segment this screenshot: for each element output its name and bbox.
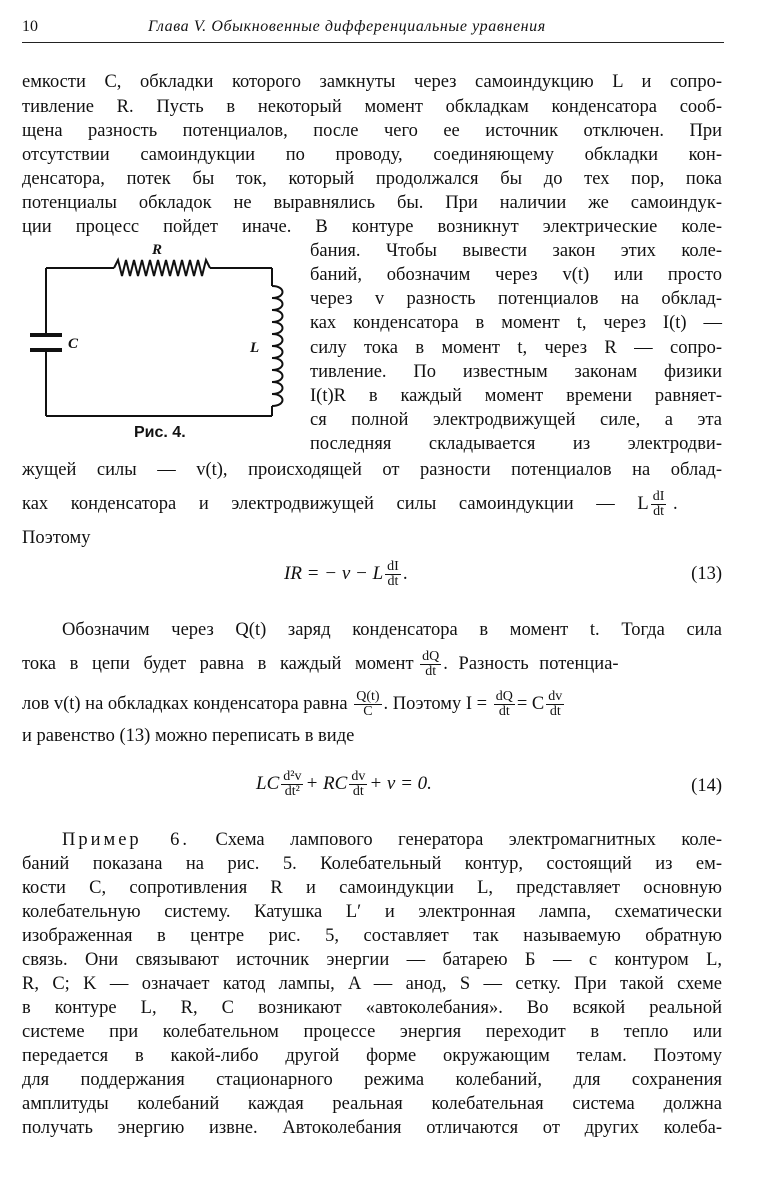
text-line: изображенная в центре рис. 5, составляет так называемую обратную: [22, 926, 722, 946]
text-segment: . Разность потенциа-: [443, 653, 619, 674]
text-line: колебательную систему. Катушка L′ и электронная лампа, схематически: [22, 902, 722, 922]
page-number: 10: [22, 18, 38, 35]
text-line: амплитуды колебаний каждая реальная колебательная система должна: [22, 1094, 722, 1114]
text-line: и равенство (13) можно переписать в виде: [22, 726, 355, 746]
text-line: силу тока в момент t, через R — сопро-: [310, 338, 722, 358]
circuit-figure: [24, 238, 304, 448]
fraction-numerator: Q(t): [356, 689, 380, 704]
fraction: [354, 690, 381, 719]
text-segment: лов v(t) на обкладках конденсатора равна: [22, 693, 348, 714]
fraction: [651, 490, 667, 519]
text-line: ции процесс пойдет иначе. В контуре возникнут электрические коле-: [22, 217, 722, 237]
text-line: последняя складывается из электродви-: [310, 434, 722, 454]
text-line: кости C, сопротивления R и самоиндукции L, представляет основную: [22, 878, 722, 898]
text-line: отсутствии самоиндукции по проводу, соединяющему обкладки кон-: [22, 145, 722, 165]
text-segment: . Поэтому I =: [383, 693, 488, 714]
text-line: получать энергию извне. Автоколебания отличаются от других колеба-: [22, 1118, 722, 1138]
fraction-denominator: dt: [653, 504, 665, 519]
equation-number: (13): [691, 564, 722, 584]
text-line: потенциалы обкладок не выравнялись бы. При наличии же самоиндук-: [22, 193, 722, 213]
equation-term: + RC: [305, 772, 348, 794]
fraction: [385, 560, 401, 589]
fraction-denominator: dt: [549, 704, 561, 719]
example-first-line: [62, 828, 722, 852]
text-line: через v разность потенциалов на обклад-: [310, 289, 722, 309]
text-line: передается в какой-либо другой форме окружающим телам. Поэтому: [22, 1046, 722, 1066]
text-segment: Схема лампового генератора электромагнитных коле-: [190, 830, 722, 850]
fraction: [281, 770, 303, 799]
text-line: тивление. По известным законам физики: [310, 362, 722, 382]
text-line: системе при колебательном процессе энергия переходит в тепло или: [22, 1022, 722, 1042]
fraction-numerator: dI: [652, 489, 665, 504]
fraction: [494, 690, 515, 719]
equation-term: + v = 0.: [369, 772, 432, 794]
text-line: Поэтому: [22, 528, 91, 548]
fraction-denominator: C: [363, 704, 373, 719]
text-line-with-fractions: [22, 690, 722, 719]
header-rule: [22, 42, 724, 43]
fraction: [420, 650, 441, 679]
equation-13: IR = − v − L $\frac{dI}{dt}$ .: [284, 559, 408, 589]
text-line: тивление R. Пусть в некоторый момент обкладкам конденсатора сооб-: [22, 97, 722, 117]
fraction-denominator: dt²: [284, 784, 300, 799]
text-line: емкости C, обкладки которого замкнуты через самоиндукцию L и сопро-: [22, 72, 722, 92]
text-line: связь. Они связывают источник энергии — батарею Б — с контуром L,: [22, 950, 722, 970]
text-line-with-fraction: [22, 650, 722, 679]
rlc-circuit-diagram: [24, 238, 304, 428]
fraction-denominator: dt: [425, 664, 437, 679]
fraction: [349, 770, 367, 799]
equation-term: LC: [256, 772, 280, 794]
fraction-numerator: dv: [548, 689, 563, 704]
text-line: в контуре L, R, C возникают «автоколебания». Во всякой реальной: [22, 998, 722, 1018]
text-line: Обозначим через Q(t) заряд конденсатора в момент t. Тогда сила: [62, 620, 722, 640]
text-line-with-fraction: ках конденсатора и электродвижущей силы самоиндукции — L $\frac{dI}{dt}$ .: [22, 489, 678, 519]
text-line: щена разность потенциалов, после чего ее источник отключен. При: [22, 121, 722, 141]
fraction-denominator: dt: [498, 704, 510, 719]
inductor-label: L: [250, 340, 260, 356]
text-line: баний, обозначим через v(t) или просто: [310, 265, 722, 285]
resistor-label: R: [152, 242, 163, 258]
text-segment: ках конденсатора и электродвижущей силы самоиндукции — L: [22, 493, 649, 514]
fraction-denominator: dt: [352, 784, 364, 799]
text-segment: тока в цепи будет равна в каждый момент: [22, 653, 414, 674]
capacitor-label: C: [68, 336, 79, 352]
text-line: жущей силы — v(t), происходящей от разности потенциалов на облад-: [22, 460, 722, 480]
equation-number: (14): [691, 776, 722, 796]
equation-left: IR = − v − L: [284, 562, 384, 584]
fraction: [546, 690, 564, 719]
chapter-title: Глава V. Обыкновенные дифференциальные уравнения: [148, 18, 546, 35]
equation-14: [256, 770, 432, 799]
text-line: ках конденсатора в момент t, через I(t) —: [310, 313, 722, 333]
text-line: денсатора, потек бы ток, который продолжался бы до тех пор, пока: [22, 169, 722, 189]
fraction-numerator: dQ: [495, 689, 513, 704]
fraction-numerator: dv: [351, 769, 366, 784]
text-line: ся полной электродвижущей силе, а эта: [310, 410, 722, 430]
text-line: для поддержания стационарного режима колебаний, для сохранения: [22, 1070, 722, 1090]
text-line: бания. Чтобы вывести закон этих коле-: [310, 241, 722, 261]
fraction-numerator: dQ: [422, 649, 440, 664]
text-line: I(t)R в каждый момент времени равняет-: [310, 386, 722, 406]
fraction-numerator: d²v: [283, 769, 302, 784]
text-line: R, C; K — означает катод лампы, A — анод, S — сетку. При такой схеме: [22, 974, 722, 994]
figure-caption: Рис. 4.: [134, 424, 186, 441]
fraction-denominator: dt: [387, 574, 399, 589]
page-header: [22, 18, 724, 40]
example-label: Пример 6.: [62, 830, 191, 850]
text-segment: = C: [516, 693, 545, 714]
fraction-numerator: dI: [387, 559, 399, 574]
text-line: баний показана на рис. 5. Колебательный контур, состоящий из ем-: [22, 854, 722, 874]
